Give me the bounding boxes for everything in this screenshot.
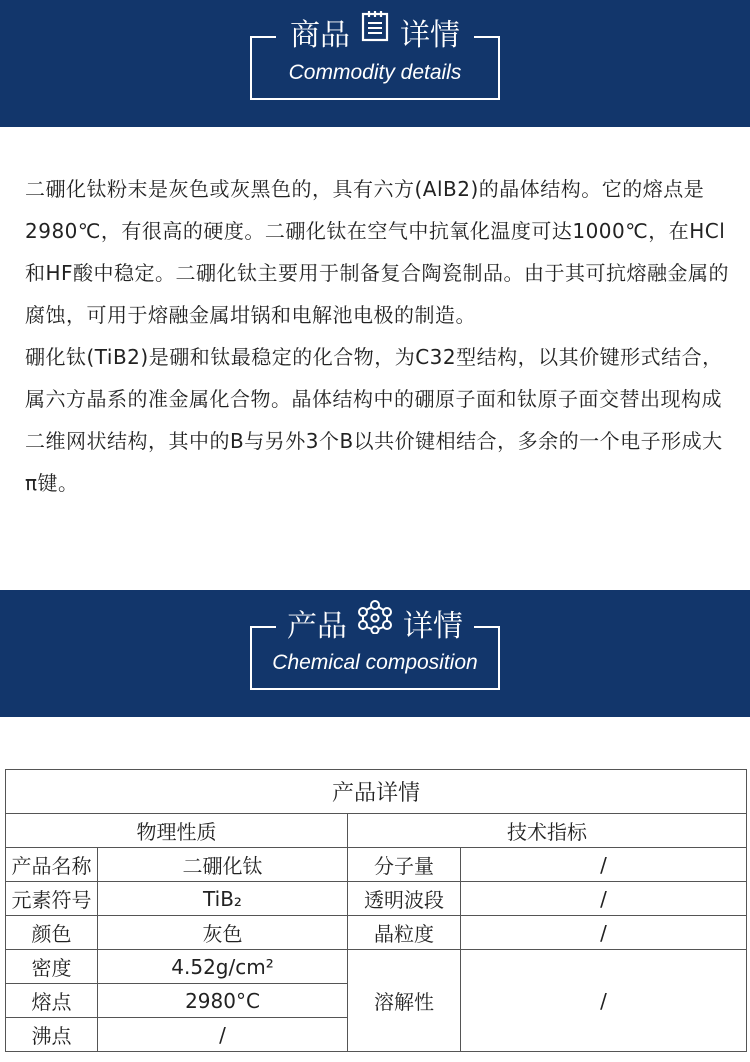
tech-value: / bbox=[461, 916, 747, 950]
group-physical-header: 物理性质 bbox=[6, 814, 348, 848]
row-label: 产品名称 bbox=[6, 848, 98, 882]
row-label: 密度 bbox=[6, 950, 98, 984]
row-label: 颜色 bbox=[6, 916, 98, 950]
tech-value: / bbox=[461, 950, 747, 1052]
row-label: 熔点 bbox=[6, 984, 98, 1018]
product-spec-table bbox=[5, 769, 747, 1052]
table-row bbox=[6, 950, 747, 984]
molecule-icon bbox=[357, 600, 393, 647]
banner-title bbox=[0, 14, 750, 59]
row-value: TiB₂ bbox=[98, 882, 348, 916]
row-value: / bbox=[98, 1018, 348, 1052]
table-row bbox=[6, 848, 747, 882]
table-caption: 产品详情 bbox=[6, 770, 747, 814]
commodity-details-banner bbox=[0, 0, 750, 127]
row-value: 灰色 bbox=[98, 916, 348, 950]
row-label: 元素符号 bbox=[6, 882, 98, 916]
description-paragraph-2: 硼化钛(TiB2)是硼和钛最稳定的化合物，为C32型结构，以其价键形式结合，属六方晶系的准金属化合物。晶体结构中的硼原子面和钛原子面交替出现构成二维网状结构，其中的B与另外3个B以共价键相结合，多余的一个电子形成大π键。 bbox=[25, 345, 723, 495]
tech-label: 溶解性 bbox=[348, 950, 461, 1052]
chemical-composition-banner bbox=[0, 590, 750, 717]
row-value: 二硼化钛 bbox=[98, 848, 348, 882]
banner-title-left: 产品 bbox=[287, 609, 347, 644]
notepad-icon bbox=[360, 10, 390, 55]
tech-label: 晶粒度 bbox=[348, 916, 461, 950]
row-label: 沸点 bbox=[6, 1018, 98, 1052]
product-description bbox=[25, 168, 735, 504]
table-row bbox=[6, 882, 747, 916]
tech-value: / bbox=[461, 848, 747, 882]
banner-subtitle: Chemical composition bbox=[272, 651, 478, 674]
banner-title-left: 商品 bbox=[290, 18, 350, 53]
tech-value: / bbox=[461, 882, 747, 916]
row-value: 4.52g/cm² bbox=[98, 950, 348, 984]
row-value: 2980°C bbox=[98, 984, 348, 1018]
banner-title-right: 详情 bbox=[400, 18, 460, 53]
banner-title bbox=[0, 604, 750, 651]
table-row bbox=[6, 916, 747, 950]
group-technical-header: 技术指标 bbox=[348, 814, 747, 848]
tech-label: 分子量 bbox=[348, 848, 461, 882]
description-paragraph-1: 二硼化钛粉末是灰色或灰黑色的，具有六方(AlB2)的晶体结构。它的熔点是2980℃，有很高的硬度。二硼化钛在空气中抗氧化温度可达1000℃，在HCl和HF酸中稳定。二硼化钛主要用于制备复合陶瓷制品。由于其可抗熔融金属的腐蚀，可用于熔融金属坩锅和电解池电极的制造。 bbox=[25, 177, 730, 327]
banner-subtitle: Commodity details bbox=[288, 61, 462, 84]
tech-label: 透明波段 bbox=[348, 882, 461, 916]
banner-title-right: 详情 bbox=[403, 609, 463, 644]
